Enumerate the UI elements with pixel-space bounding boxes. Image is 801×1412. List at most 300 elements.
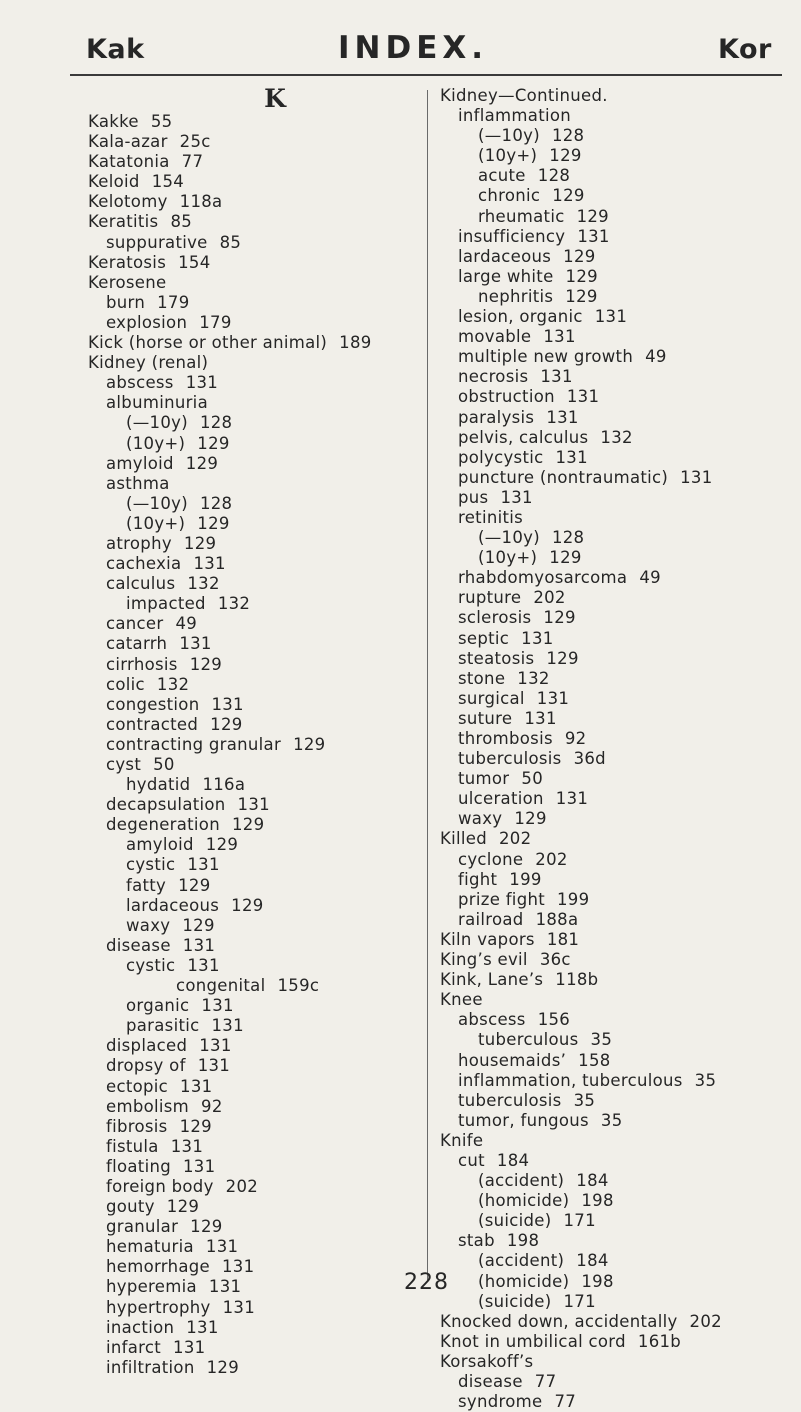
index-entry [440, 1372, 790, 1392]
index-entry [440, 448, 790, 468]
index-page-ref: 131 [185, 373, 219, 393]
index-term: fight [458, 869, 498, 889]
index-entry [88, 534, 418, 554]
index-page-ref: 131 [237, 795, 270, 815]
index-term: embolism [106, 1096, 190, 1116]
index-entry [88, 735, 418, 755]
index-page-ref: 129 [205, 835, 239, 855]
index-page-ref: 129 [549, 146, 582, 166]
index-term: cyst [106, 755, 142, 774]
index-page-ref: 129 [231, 815, 265, 835]
index-entry [88, 253, 418, 273]
index-term: albuminuria [106, 393, 208, 413]
index-term: impacted [126, 594, 206, 614]
index-term: prize fight [458, 889, 545, 909]
index-term: Katatonia [88, 152, 170, 172]
index-term: Kink, Lane’s [440, 970, 544, 990]
index-entry [440, 126, 790, 146]
index-page-ref: 154 [178, 252, 211, 272]
index-entry [88, 413, 418, 433]
index-entry [88, 353, 418, 373]
index-term: septic [458, 628, 510, 648]
index-entry [88, 112, 418, 132]
index-term: paralysis [458, 407, 535, 427]
index-term: syndrome [458, 1392, 543, 1412]
index-page-ref: 202 [689, 1311, 722, 1331]
index-term: polycystic [458, 447, 544, 467]
index-page-ref: 92 [564, 729, 587, 748]
index-page-ref: 202 [225, 1176, 259, 1196]
index-term: decapsulation [106, 795, 226, 815]
index-entry [440, 1392, 790, 1412]
index-entry [440, 588, 790, 608]
index-page-ref: 50 [521, 769, 543, 789]
index-entry [440, 247, 790, 267]
index-term: contracting granular [106, 734, 282, 754]
index-page-ref: 129 [514, 809, 547, 829]
index-page-ref: 49 [175, 614, 198, 634]
index-term: Keratosis [88, 252, 167, 272]
index-entry [88, 454, 418, 474]
index-entry [440, 568, 790, 588]
index-term: Killed [440, 829, 487, 849]
index-term: (—10y) [126, 493, 188, 513]
index-page-ref: 129 [210, 714, 243, 734]
index-entry [440, 166, 790, 186]
index-entry [88, 755, 418, 775]
index-page-ref: 131 [540, 367, 573, 387]
index-page-ref: 131 [500, 487, 533, 507]
index-page-ref: 131 [221, 1257, 255, 1277]
index-page-ref: 132 [517, 668, 550, 688]
index-entry [88, 675, 418, 695]
index-entry [88, 896, 418, 916]
index-term: cyclone [458, 849, 524, 869]
index-page-ref: 131 [170, 1136, 204, 1156]
index-term: rhabdomyosarcoma [458, 568, 628, 588]
index-page-ref: 36d [573, 749, 606, 769]
index-entry [88, 1197, 418, 1217]
index-entry [88, 916, 418, 936]
index-entry [440, 890, 790, 910]
index-page-ref: 131 [180, 1076, 213, 1096]
index-term: thrombosis [458, 729, 553, 748]
index-term: granular [106, 1217, 179, 1237]
index-page-ref: 131 [577, 226, 610, 246]
index-page-ref: 161b [637, 1331, 682, 1351]
index-page-ref: 36c [539, 950, 571, 970]
index-term: lardaceous [458, 246, 552, 266]
index-page-ref: 199 [509, 869, 542, 889]
index-entry [440, 1352, 790, 1372]
index-term: Kerosene [88, 272, 167, 292]
index-entry [440, 307, 790, 327]
index-term: (10y+) [126, 433, 186, 453]
index-page-ref: 129 [231, 895, 264, 915]
index-page-ref: 131 [173, 1337, 206, 1357]
index-term: rupture [458, 588, 522, 608]
index-entry [440, 1292, 790, 1312]
index-page-ref: 128 [199, 493, 233, 513]
index-entry [440, 347, 790, 367]
index-term: Kala-azar [88, 132, 168, 152]
index-term: degeneration [106, 815, 220, 835]
index-term: puncture (nontraumatic) [458, 467, 669, 487]
index-entry [440, 1231, 790, 1251]
index-entry [88, 1277, 418, 1297]
index-entry [88, 1077, 418, 1097]
running-head-left: Kak [86, 34, 145, 65]
index-entry [88, 815, 418, 835]
index-page-ref: 131 [208, 1277, 242, 1297]
index-term: (10y+) [126, 513, 186, 533]
index-entry [440, 528, 790, 548]
index-page-ref: 132 [187, 574, 220, 594]
index-entry [440, 689, 790, 709]
index-page-ref: 158 [578, 1050, 611, 1070]
index-entry [440, 629, 790, 649]
index-entry [440, 1332, 790, 1352]
index-term: waxy [126, 915, 171, 935]
index-page-ref: 129 [182, 915, 215, 935]
index-entry [440, 709, 790, 729]
index-term: chronic [478, 186, 541, 206]
index-term: Keratitis [88, 212, 159, 232]
index-page-ref: 35 [573, 1090, 596, 1110]
index-page-ref: 184 [576, 1171, 609, 1191]
index-page-ref: 198 [506, 1231, 540, 1251]
index-page-ref: 35 [590, 1030, 613, 1050]
index-page-ref: 131 [524, 708, 557, 728]
index-entry [440, 1191, 790, 1211]
index-entry [88, 1217, 418, 1237]
index-term: asthma [106, 473, 170, 493]
index-entry [88, 956, 418, 976]
index-entry [440, 870, 790, 890]
index-entry [440, 468, 790, 488]
index-term: abscess [458, 1010, 526, 1030]
index-page-ref: 179 [199, 312, 232, 332]
index-term: burn [106, 292, 146, 312]
index-entry [440, 227, 790, 247]
index-page-ref: 131 [536, 688, 570, 708]
index-entry [88, 976, 418, 996]
index-term: housemaids’ [458, 1050, 567, 1070]
index-term: gouty [106, 1197, 155, 1217]
index-entry [440, 669, 790, 689]
index-entry [88, 594, 418, 614]
index-entry [440, 910, 790, 930]
index-term: movable [458, 327, 532, 347]
index-term: Kelotomy [88, 192, 168, 212]
index-page-ref: 131 [211, 1016, 244, 1036]
index-entry [440, 729, 790, 749]
index-entry [440, 1272, 790, 1292]
index-entry [88, 1036, 418, 1056]
index-page-ref: 128 [551, 528, 585, 548]
index-page-ref: 199 [557, 889, 590, 909]
index-page-ref: 129 [543, 608, 576, 628]
index-entry [88, 1097, 418, 1117]
index-page-ref: 35 [694, 1070, 717, 1090]
index-page-ref: 132 [156, 674, 190, 694]
index-term: (—10y) [126, 413, 188, 433]
index-term: retinitis [458, 507, 524, 527]
index-term: large white [458, 266, 554, 286]
index-term: stone [458, 668, 506, 688]
index-entry [440, 769, 790, 789]
index-entry [440, 146, 790, 166]
index-entry [440, 1030, 790, 1050]
index-page-ref: 131 [546, 407, 579, 427]
index-page-ref: 184 [576, 1251, 609, 1271]
index-term: nephritis [478, 286, 554, 306]
index-term: (homicide) [478, 1191, 570, 1211]
index-page-ref: 188a [535, 909, 579, 929]
index-entry [88, 715, 418, 735]
index-page-ref: 129 [197, 433, 230, 453]
index-term: Knocked down, accidentally [440, 1311, 678, 1331]
index-entry [88, 1056, 418, 1076]
index-page-ref: 116a [202, 775, 246, 795]
index-entry [88, 152, 418, 172]
index-entry [88, 1298, 418, 1318]
index-entry [440, 207, 790, 227]
index-page-ref: 129 [179, 1116, 212, 1136]
index-entry [440, 1312, 790, 1332]
index-entry [440, 990, 790, 1010]
index-term: obstruction [458, 387, 555, 407]
index-column-right [440, 86, 790, 1412]
index-term: parasitic [126, 1016, 200, 1036]
index-term: hydatid [126, 775, 191, 795]
index-entry [88, 1117, 418, 1137]
index-page-ref: 131 [197, 1056, 231, 1076]
header-rule [70, 74, 782, 76]
index-term: atrophy [106, 533, 172, 553]
index-page-ref: 131 [186, 1317, 219, 1337]
index-term: contracted [106, 714, 199, 734]
index-term: displaced [106, 1036, 188, 1056]
index-entry [88, 1137, 418, 1157]
index-page-ref: 129 [189, 654, 223, 674]
index-entry [88, 855, 418, 875]
index-entry [440, 86, 790, 106]
index-entry [88, 273, 418, 293]
index-entry [440, 950, 790, 970]
index-page-ref: 129 [563, 246, 596, 266]
index-term: congestion [106, 694, 200, 714]
index-page-ref: 129 [206, 1357, 239, 1377]
index-term: amyloid [106, 453, 174, 473]
index-term: disease [458, 1372, 523, 1391]
index-term: Knife [440, 1130, 484, 1150]
index-term: fatty [126, 875, 167, 895]
index-entry [440, 608, 790, 628]
index-page-ref: 129 [565, 286, 598, 306]
index-page-ref: 131 [566, 387, 600, 407]
index-entry [88, 614, 418, 634]
index-entry [88, 835, 418, 855]
index-entry [88, 514, 418, 534]
index-page-ref: 25c [179, 132, 211, 152]
index-page-ref: 131 [182, 1156, 216, 1176]
index-entry [88, 212, 418, 232]
index-page-ref: 49 [645, 347, 667, 367]
index-page-ref: 131 [187, 855, 220, 875]
index-term: tuberculous [478, 1030, 579, 1050]
index-entry [440, 267, 790, 287]
index-entry [88, 655, 418, 675]
index-term: fistula [106, 1136, 159, 1156]
index-page-ref: 131 [521, 628, 554, 648]
index-entry [88, 434, 418, 454]
index-page-ref: 129 [197, 513, 230, 533]
index-term: (10y+) [478, 146, 538, 166]
index-term: suppurative [106, 232, 208, 252]
index-term: explosion [106, 312, 188, 332]
index-entry [440, 809, 790, 829]
index-term: ulceration [458, 789, 544, 809]
index-page-ref: 171 [563, 1211, 596, 1231]
page-number: 228 [404, 1270, 449, 1295]
index-page-ref: 129 [190, 1217, 223, 1237]
index-term: cirrhosis [106, 654, 178, 674]
index-entry [440, 367, 790, 387]
index-entry [440, 508, 790, 528]
column-divider [427, 90, 428, 1280]
index-entry [440, 428, 790, 448]
index-term: steatosis [458, 648, 535, 668]
index-term: inaction [106, 1317, 175, 1337]
index-entry [88, 192, 418, 212]
index-page-ref: 171 [563, 1291, 596, 1311]
index-page-ref: 129 [166, 1197, 200, 1217]
index-term: disease [106, 935, 171, 955]
index-page-ref: 131 [193, 554, 226, 574]
index-entry [88, 996, 418, 1016]
index-page-ref: 184 [496, 1150, 530, 1170]
index-page-ref: 128 [537, 166, 571, 186]
index-term: (suicide) [478, 1211, 552, 1231]
index-entry [440, 1051, 790, 1071]
index-term: Kakke [88, 112, 139, 131]
index-entry [88, 1257, 418, 1277]
index-term: fibrosis [106, 1116, 168, 1136]
index-entry [440, 789, 790, 809]
index-entry [88, 1358, 418, 1378]
index-term: hematuria [106, 1237, 194, 1257]
index-page-ref: 131 [222, 1297, 256, 1317]
index-entry [440, 970, 790, 990]
index-entry [88, 373, 418, 393]
index-term: foreign body [106, 1176, 214, 1196]
running-head-right: Kor [718, 34, 772, 65]
index-term: colic [106, 674, 145, 694]
index-entry [88, 1157, 418, 1177]
index-term: floating [106, 1156, 171, 1176]
index-page-ref: 35 [600, 1110, 623, 1130]
index-page-ref: 85 [170, 212, 193, 232]
index-entry [88, 876, 418, 896]
index-term: infiltration [106, 1357, 195, 1377]
index-entry [440, 1211, 790, 1231]
index-term: congenital [176, 976, 266, 996]
index-entry [88, 795, 418, 815]
index-page-ref: 55 [150, 112, 173, 131]
index-entry [440, 1171, 790, 1191]
index-page-ref: 131 [211, 694, 244, 714]
index-term: inflammation, tuberculous [458, 1070, 683, 1090]
index-page-ref: 131 [187, 955, 220, 975]
index-entry [88, 132, 418, 152]
index-entry [440, 850, 790, 870]
index-page-ref: 77 [554, 1392, 577, 1412]
index-page-ref: 154 [151, 172, 185, 192]
index-page-ref: 77 [181, 152, 204, 172]
index-term: (10y+) [478, 548, 538, 568]
index-entry [440, 287, 790, 307]
index-term: organic [126, 996, 190, 1016]
index-entry [88, 574, 418, 594]
index-term: catarrh [106, 634, 168, 654]
index-page-ref: 159c [277, 976, 320, 996]
index-term: acute [478, 166, 526, 186]
index-term: abscess [106, 373, 174, 393]
index-term: cystic [126, 955, 176, 975]
index-term: hemorrhage [106, 1257, 210, 1277]
index-term: ectopic [106, 1076, 169, 1096]
index-entry [88, 1338, 418, 1358]
index-term: tumor [458, 769, 510, 789]
index-entry [440, 1151, 790, 1171]
index-term: (—10y) [478, 528, 540, 548]
index-entry [440, 106, 790, 126]
index-term: sclerosis [458, 608, 532, 628]
index-term: (homicide) [478, 1271, 570, 1291]
index-term: tumor, fungous [458, 1110, 589, 1130]
index-term: pelvis, calculus [458, 427, 589, 447]
index-term: multiple new growth [458, 347, 634, 367]
index-page-ref: 202 [533, 588, 566, 608]
index-entry [88, 634, 418, 654]
index-term: (accident) [478, 1251, 565, 1271]
index-entry [88, 172, 418, 192]
index-page-ref: 131 [179, 634, 212, 654]
index-term: cachexia [106, 554, 182, 574]
index-term: stab [458, 1231, 495, 1251]
index-page-ref: 118b [555, 970, 599, 990]
index-term: cancer [106, 614, 164, 634]
index-entry [88, 936, 418, 956]
index-entry [440, 408, 790, 428]
index-term: lardaceous [126, 895, 220, 915]
index-page-ref: 189 [339, 333, 372, 353]
index-entry [88, 1016, 418, 1036]
index-term: Knee [440, 990, 483, 1010]
index-entry [88, 393, 418, 413]
index-entry [88, 293, 418, 313]
index-term: hyperemia [106, 1277, 197, 1297]
index-term: Korsakoff’s [440, 1351, 534, 1371]
index-page-ref: 131 [201, 996, 234, 1016]
index-term: amyloid [126, 835, 194, 855]
index-entry [440, 387, 790, 407]
index-term: pus [458, 487, 489, 507]
index-entry [88, 333, 418, 353]
index-page-ref: 50 [153, 755, 175, 774]
index-page-ref: 129 [552, 186, 585, 206]
